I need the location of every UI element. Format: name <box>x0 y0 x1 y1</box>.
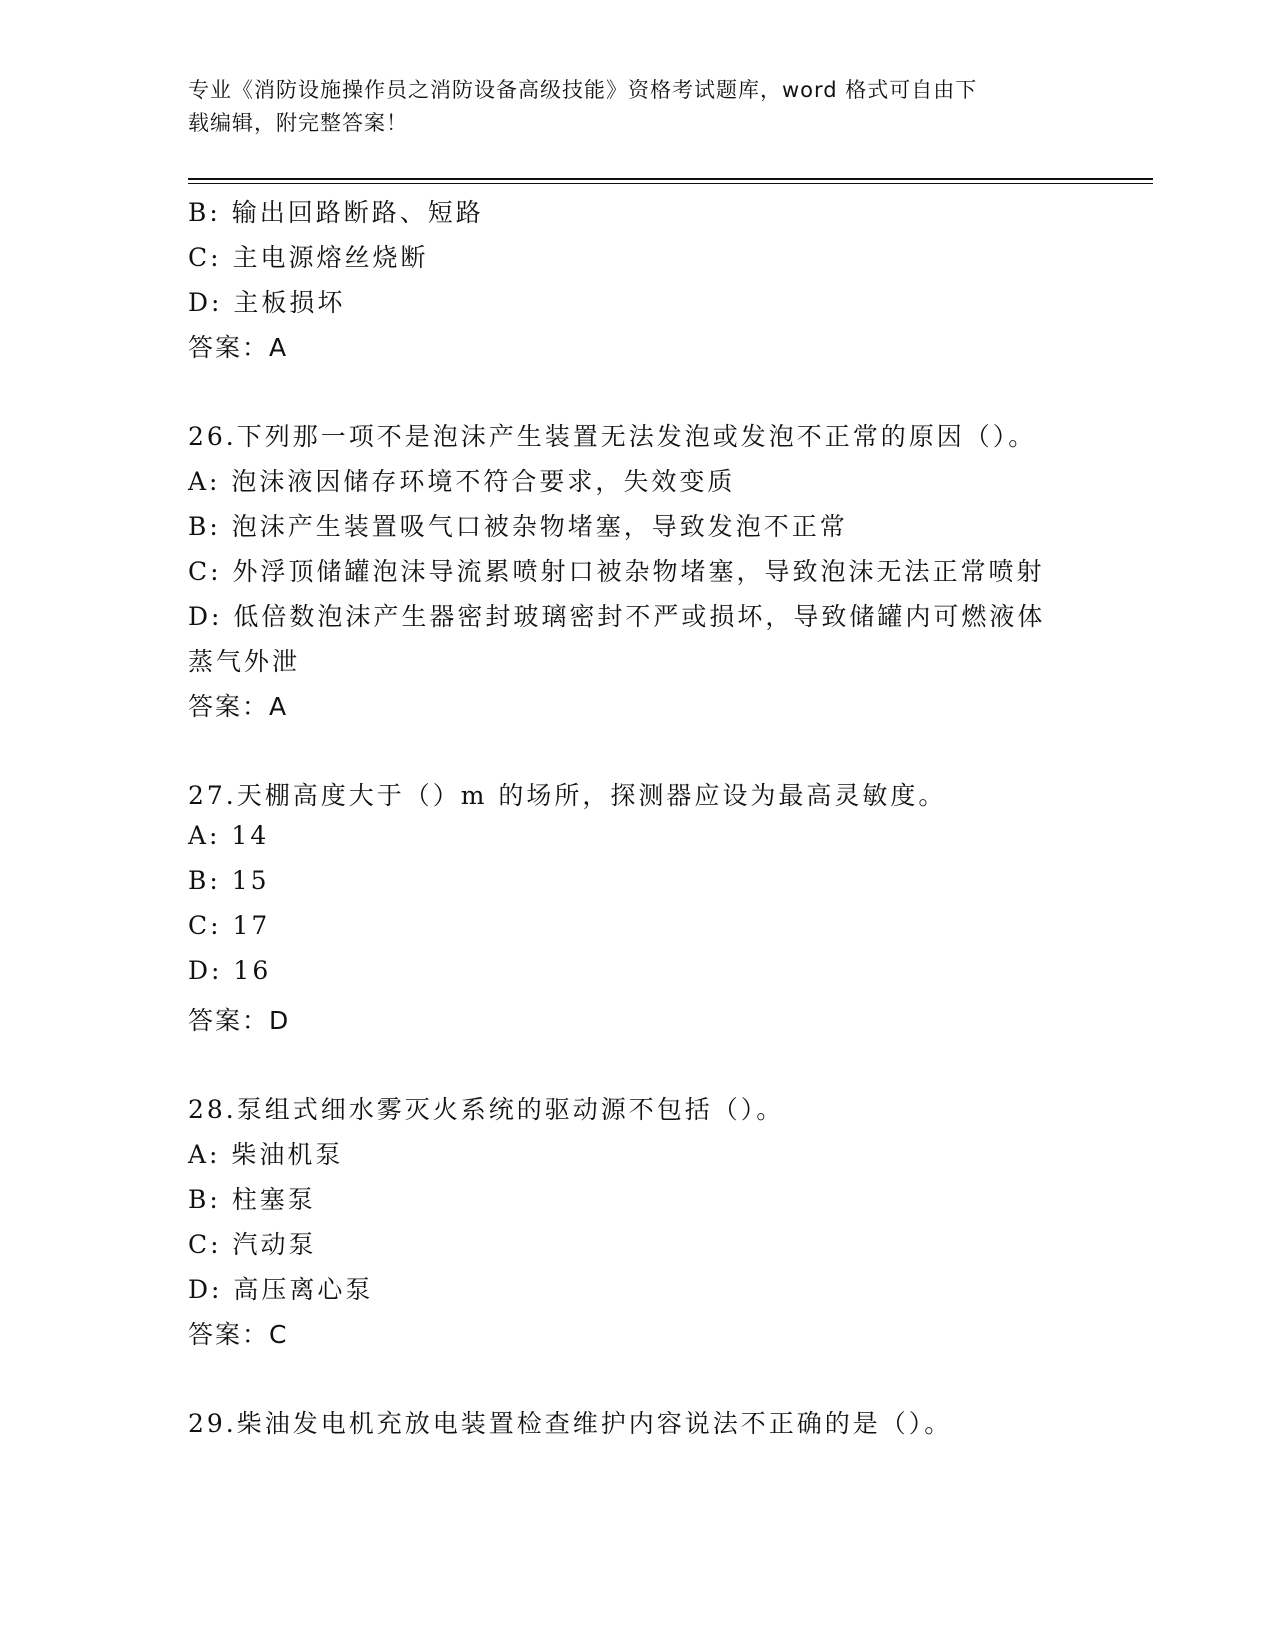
question-28-answer: 答案：C <box>188 1320 289 1349</box>
question-28-option-a: A: 柴油机泵 <box>188 1140 344 1169</box>
question-26-option-c: C: 外浮顶储罐泡沫导流累喷射口被杂物堵塞，导致泡沫无法正常喷射 <box>188 557 1045 586</box>
question-26-option-b: B: 泡沫产生装置吸气口被杂物堵塞，导致发泡不正常 <box>188 512 848 541</box>
header-line-1: 专业《消防设施操作员之消防设备高级技能》资格考试题库，word 格式可自由下 <box>188 78 978 102</box>
question-27-option-a: A: 14 <box>188 821 270 850</box>
question-29-stem: 29.柴油发电机充放电装置检查维护内容说法不正确的是（）。 <box>188 1409 953 1438</box>
prev-answer: 答案：A <box>188 333 289 362</box>
question-27-option-d: D: 16 <box>188 956 272 985</box>
question-27-answer: 答案：D <box>188 1006 291 1035</box>
header-divider-thick <box>188 178 1153 180</box>
question-27-stem: 27.天棚高度大于（）m 的场所，探测器应设为最高灵敏度。 <box>188 781 947 810</box>
prev-option-c: C: 主电源熔丝烧断 <box>188 243 429 272</box>
document-header <box>188 74 1088 140</box>
question-26-stem: 26.下列那一项不是泡沫产生装置无法发泡或发泡不正常的原因（）。 <box>188 422 1037 451</box>
question-28-option-c: C: 汽动泵 <box>188 1230 317 1259</box>
question-27-option-b: B: 15 <box>188 866 270 895</box>
question-26-option-d-continued: 蒸气外泄 <box>188 647 301 676</box>
prev-option-d: D: 主板损坏 <box>188 288 346 317</box>
question-28-stem: 28.泵组式细水雾灭火系统的驱动源不包括（）。 <box>188 1095 785 1124</box>
question-28-option-d: D: 高压离心泵 <box>188 1275 374 1304</box>
question-28-option-b: B: 柱塞泵 <box>188 1185 316 1214</box>
header-divider-thin <box>188 183 1153 184</box>
header-line-2: 载编辑，附完整答案！ <box>188 111 408 135</box>
question-26-answer: 答案：A <box>188 692 289 721</box>
prev-option-b: B: 输出回路断路、短路 <box>188 198 484 227</box>
question-26-option-a: A: 泡沫液因储存环境不符合要求，失效变质 <box>188 467 736 496</box>
question-26-option-d: D: 低倍数泡沫产生器密封玻璃密封不严或损坏，导致储罐内可燃液体 <box>188 602 1046 631</box>
question-27-option-c: C: 17 <box>188 911 271 940</box>
